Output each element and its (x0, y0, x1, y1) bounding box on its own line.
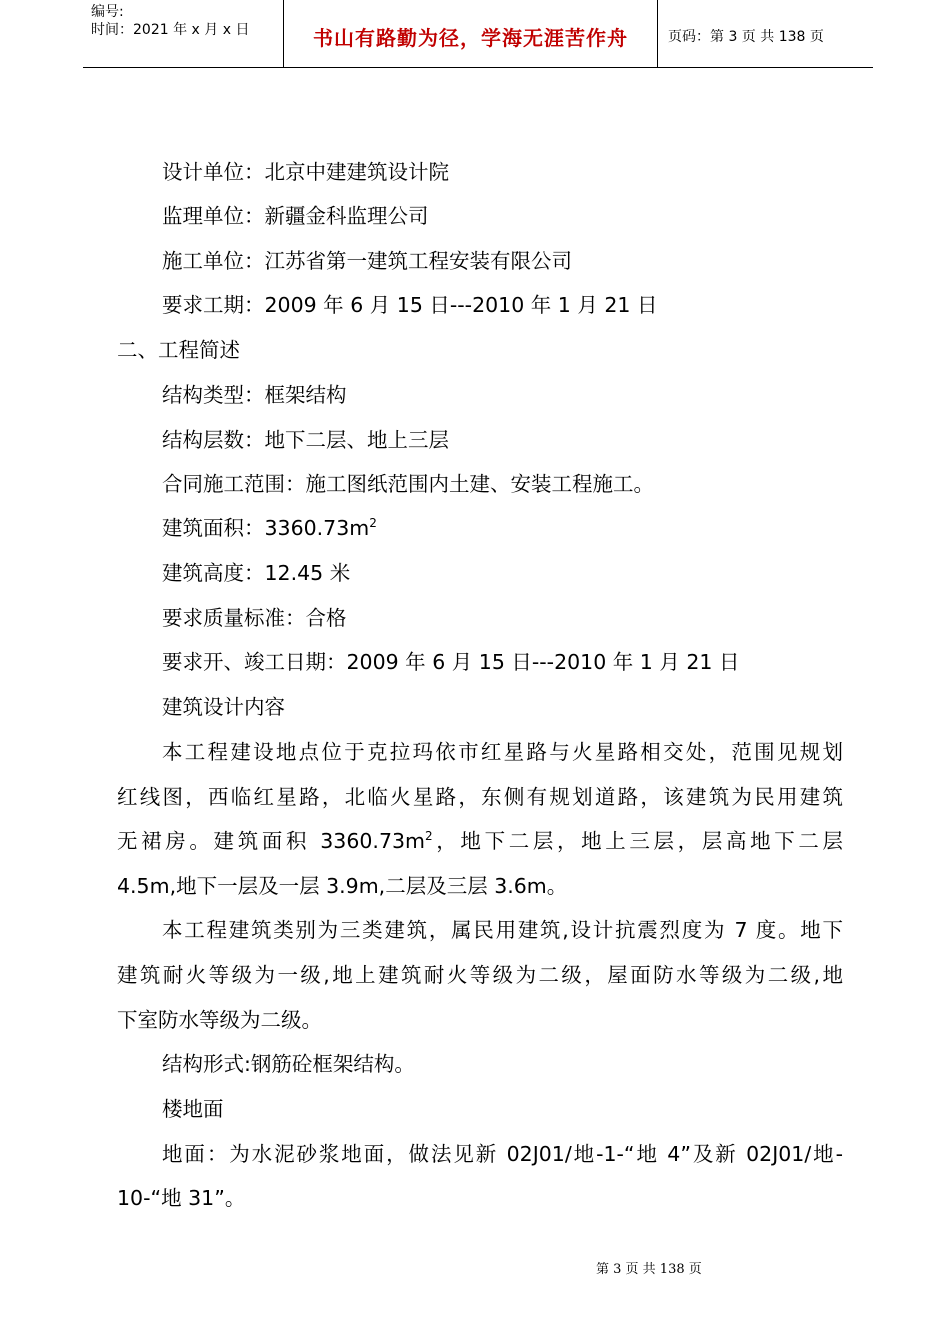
floor-heading: 楼地面 (162, 1097, 224, 1121)
paragraph-line (117, 827, 843, 855)
paragraph-line: 红线图，西临红星路，北临火星路，东侧有规划道路，该建筑为民用建筑 (117, 785, 843, 809)
building-area-text: 建筑面积：3360.73m (162, 516, 370, 540)
section-heading: 二、工程简述 (117, 338, 240, 362)
duration-line: 要求工期：2009 年 6 月 15 日---2010 年 1 月 21 日 (162, 293, 658, 317)
dates-line: 要求开、竣工日期：2009 年 6 月 15 日---2010 年 1 月 21 日 (162, 650, 740, 674)
supervision-unit-line: 监理单位：新疆金科监理公司 (162, 204, 429, 228)
paragraph-line: 本工程建筑类别为三类建筑，属民用建筑,设计抗震烈度为 7 度。地下 (162, 918, 843, 942)
footer-page-number: 第 3 页 共 138 页 (596, 1262, 702, 1277)
paragraph-text: ，地下二层，地上三层，层高地下二层 (432, 829, 844, 853)
document-number-label: 编号: (91, 4, 124, 20)
paragraph-line: 本工程建设地点位于克拉玛依市红星路与火星路相交处，范围见规划 (162, 740, 843, 764)
floors-line: 结构层数：地下二层、地上三层 (162, 428, 449, 452)
paragraph-line: 10-“地 31”。 (117, 1186, 246, 1210)
header-page-cell (658, 0, 873, 67)
paragraph-line: 地面：为水泥砂浆地面，做法见新 02J01/地-1-“地 4”及新 02J01/地- (162, 1142, 843, 1166)
paragraph-line: 下室防水等级为二级。 (117, 1008, 322, 1032)
building-area-superscript: 2 (369, 516, 377, 531)
building-height-line: 建筑高度：12.45 米 (162, 561, 351, 585)
construction-unit-line: 施工单位：江苏省第一建筑工程安装有限公司 (162, 249, 572, 273)
contract-scope-line: 合同施工范围：施工图纸范围内土建、安装工程施工。 (162, 472, 654, 496)
quality-line: 要求质量标准：合格 (162, 606, 347, 630)
design-content-heading: 建筑设计内容 (162, 695, 285, 719)
paragraph-line: 建筑耐火等级为一级,地上建筑耐火等级为二级，屋面防水等级为二级,地 (117, 963, 843, 987)
header-motto: 书山有路勤为径，学海无涯苦作舟 (313, 26, 628, 50)
header-page-info: 页码：第 3 页 共 138 页 (668, 29, 824, 45)
header-meta-cell (83, 0, 284, 67)
area-superscript: 2 (425, 829, 433, 844)
structure-form-line: 结构形式:钢筋砼框架结构。 (162, 1052, 415, 1076)
building-area-line (162, 514, 377, 542)
page-header (83, 0, 873, 68)
design-unit-line: 设计单位：北京中建建筑设计院 (162, 160, 449, 184)
paragraph-line: 4.5m,地下一层及一层 3.9m,二层及三层 3.6m。 (117, 874, 568, 898)
document-time-label: 时间：2021 年 x 月 x 日 (91, 22, 250, 38)
paragraph-text: 无裙房。建筑面积 3360.73m (117, 829, 426, 853)
structure-type-line: 结构类型：框架结构 (162, 383, 347, 407)
header-motto-cell (284, 0, 658, 67)
